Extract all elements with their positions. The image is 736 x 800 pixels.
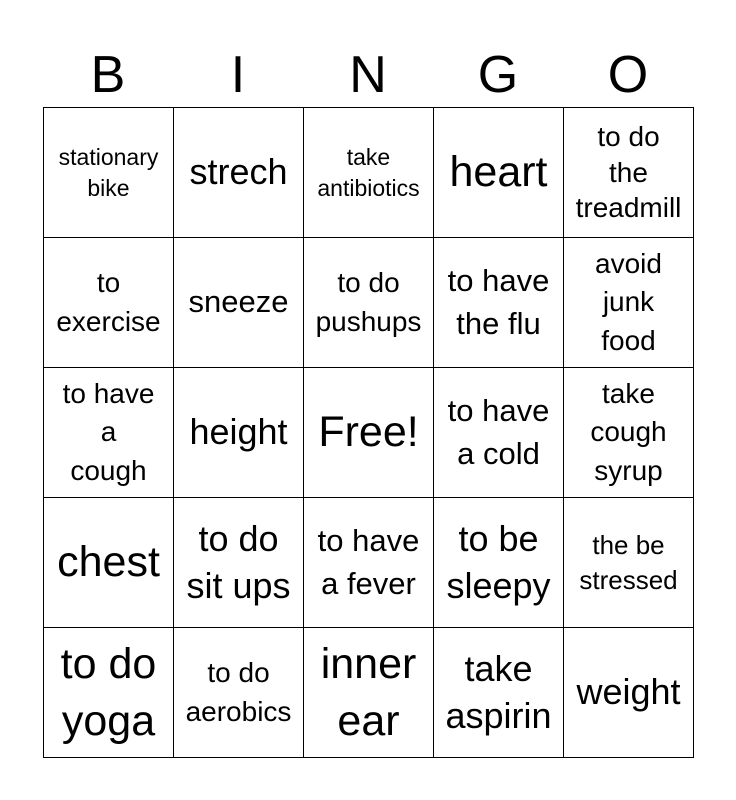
bingo-cell-r2c4[interactable] bbox=[434, 238, 564, 368]
bingo-cell-r4c5[interactable] bbox=[564, 498, 694, 628]
bingo-cell-r4c4[interactable] bbox=[434, 498, 564, 628]
bingo-cell-text: to have the flu bbox=[447, 263, 550, 341]
bingo-cell-r5c2[interactable] bbox=[174, 628, 304, 758]
bingo-cell-text: the be stressed bbox=[579, 530, 678, 595]
bingo-cell-r1c3[interactable] bbox=[304, 108, 434, 238]
bingo-cell-text: to have a fever bbox=[317, 523, 420, 601]
bingo-cell-r3c5[interactable] bbox=[564, 368, 694, 498]
bingo-cell-r5c1[interactable] bbox=[44, 628, 174, 758]
bingo-cell-r1c5[interactable] bbox=[564, 108, 694, 238]
bingo-board bbox=[43, 107, 694, 758]
bingo-cell-r4c1[interactable] bbox=[44, 498, 174, 628]
free-space-text: Free! bbox=[318, 408, 419, 457]
bingo-cell-free[interactable] bbox=[304, 368, 434, 498]
bingo-cell-r3c4[interactable] bbox=[434, 368, 564, 498]
bingo-cell-r1c2[interactable] bbox=[174, 108, 304, 238]
bingo-cell-text: avoid junk food bbox=[595, 248, 662, 356]
bingo-cell-text: take aspirin bbox=[445, 647, 552, 736]
bingo-cell-r2c2[interactable] bbox=[174, 238, 304, 368]
header-letter-n: N bbox=[349, 46, 387, 104]
bingo-cell-text: to have a cold bbox=[447, 393, 550, 471]
bingo-cell-text: to be sleepy bbox=[446, 517, 551, 606]
bingo-cell-text: take cough syrup bbox=[590, 378, 667, 486]
bingo-header bbox=[43, 44, 693, 106]
bingo-cell-text: chest bbox=[57, 538, 160, 587]
bingo-cell-r5c3[interactable] bbox=[304, 628, 434, 758]
bingo-cell-text: to do the treadmill bbox=[575, 120, 682, 224]
bingo-cell-r1c1[interactable] bbox=[44, 108, 174, 238]
header-letter-b: B bbox=[90, 46, 126, 104]
bingo-cell-text: inner ear bbox=[320, 639, 417, 745]
header-letter-g: G bbox=[477, 46, 519, 104]
bingo-cell-text: to do yoga bbox=[60, 639, 157, 745]
bingo-cell-r4c2[interactable] bbox=[174, 498, 304, 628]
bingo-cell-text: to do sit ups bbox=[186, 517, 291, 606]
bingo-cell-text: take antibiotics bbox=[317, 144, 420, 201]
bingo-cell-r1c4[interactable] bbox=[434, 108, 564, 238]
bingo-cell-r4c3[interactable] bbox=[304, 498, 434, 628]
bingo-cell-text: to do aerobics bbox=[185, 657, 292, 727]
bingo-cell-text: to have a cough bbox=[62, 378, 155, 486]
bingo-cell-text: height bbox=[189, 411, 288, 453]
bingo-cell-text: stationary bike bbox=[58, 144, 159, 201]
bingo-cell-r2c5[interactable] bbox=[564, 238, 694, 368]
header-letter-o: O bbox=[607, 46, 649, 104]
bingo-cell-r5c4[interactable] bbox=[434, 628, 564, 758]
bingo-cell-text: weight bbox=[576, 671, 681, 713]
bingo-cell-r3c1[interactable] bbox=[44, 368, 174, 498]
bingo-cell-text: heart bbox=[449, 148, 548, 197]
bingo-cell-r3c2[interactable] bbox=[174, 368, 304, 498]
bingo-cell-r2c1[interactable] bbox=[44, 238, 174, 368]
header-letter-i: I bbox=[230, 46, 246, 104]
bingo-cell-text: sneeze bbox=[188, 284, 289, 320]
bingo-cell-text: to exercise bbox=[56, 267, 161, 337]
bingo-cell-r2c3[interactable] bbox=[304, 238, 434, 368]
bingo-cell-r5c5[interactable] bbox=[564, 628, 694, 758]
bingo-cell-text: to do pushups bbox=[315, 267, 422, 337]
bingo-cell-text: strech bbox=[189, 151, 288, 193]
